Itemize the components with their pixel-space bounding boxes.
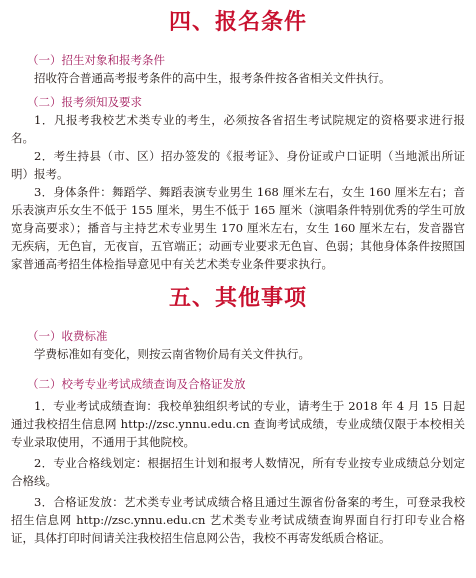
paragraph-requirement-1: 1．凡报考我校艺术类专业的考生，必须按各省招生考试院规定的资格要求进行报名。	[11, 113, 465, 145]
subheading-fees: （一）收费标准	[27, 329, 108, 343]
subheading-score-query: （二）校考专业考试成绩查询及合格证发放	[27, 377, 246, 391]
paragraph-requirement-2: 2．考生持县（市、区）招办签发的《报考证》、身份证或户口证明（当地派出所证明）报考。	[11, 149, 465, 181]
paragraph-admission-targets: 招收符合普通高考报考条件的高中生，报考条件按各省相关文件执行。	[34, 71, 391, 85]
section-title-registration: 四、报名条件	[168, 10, 307, 35]
subheading-admission-targets: （一）招生对象和报考条件	[27, 53, 165, 67]
paragraph-requirement-3: 3．身体条件：舞蹈学、舞蹈表演专业男生 168 厘米左右，女生 160 厘米左右；音乐表演声乐女生不低于 155 厘米，男生不低于 165 厘米（演唱条件特别优秀的学生可放宽身高要求）；播音与主持艺术专业男生 170 厘米左右，女生 160 厘米左右，发音器官无疾病，无色盲，无夜盲，五官端正；动画专业要求无色盲、色弱；其他身体条件按照国家普通高考招生体检指导意见中有关艺术类专业条件要求执行。	[11, 185, 465, 271]
subheading-registration-requirements: （二）报考须知及要求	[27, 95, 142, 109]
paragraph-score-1: 1．专业考试成绩查询：我校单独组织考试的专业，请考生于 2018 年 4 月 15 日起通过我校招生信息网 http://zsc.ynnu.edu.cn 查询考试成绩，专业成绩仅限于本校相关专业录取使用，不通用于其他院校。	[11, 399, 465, 449]
paragraph-fees: 学费标准如有变化，则按云南省物价局有关文件执行。	[34, 347, 310, 361]
section-title-other-matters: 五、其他事项	[168, 286, 307, 311]
paragraph-score-3: 3．合格证发放：艺术类专业考试成绩合格且通过生源省份备案的考生，可登录我校招生信息网 http://zsc.ynnu.edu.cn 艺术类专业考试成绩查询界面自行打印专业合格证，具体打印时间请关注我校招生信息网公告，我校不再寄发纸质合格证。	[11, 495, 465, 545]
paragraph-score-2: 2．专业合格线划定：根据招生计划和报考人数情况，所有专业按专业成绩总分划定合格线。	[11, 456, 465, 488]
